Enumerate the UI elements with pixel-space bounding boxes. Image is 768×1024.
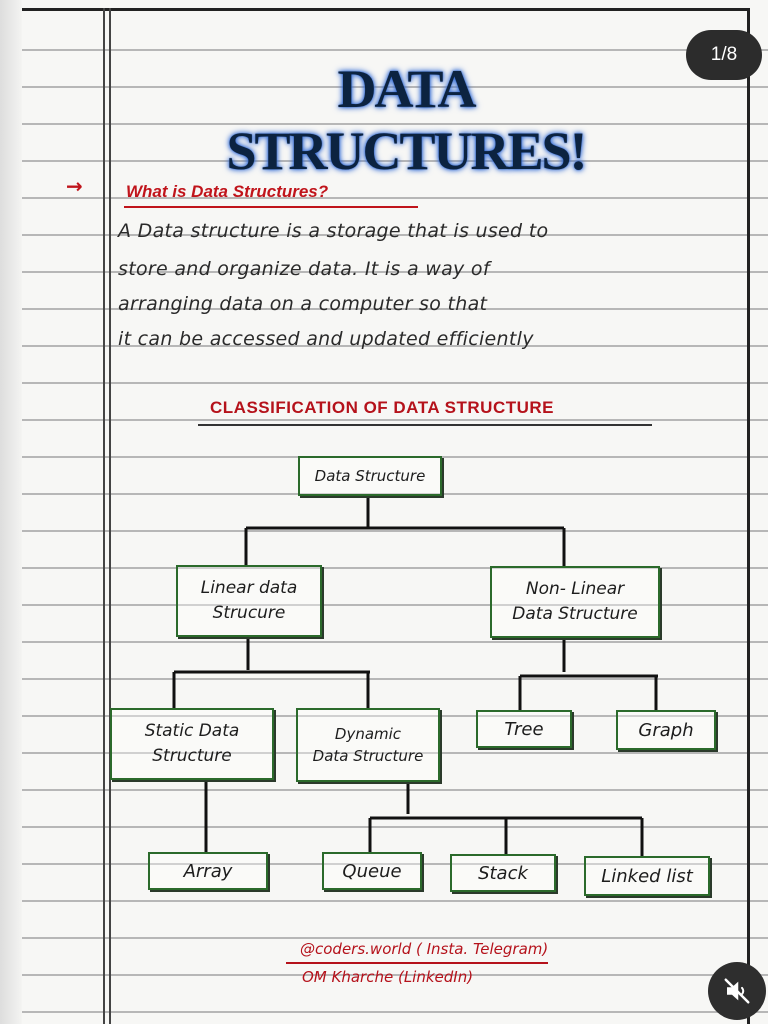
mute-button[interactable] — [708, 962, 766, 1020]
credit-underline — [286, 962, 548, 964]
speaker-muted-icon — [722, 976, 752, 1006]
node-linear-data-structure: Linear data Strucure — [176, 565, 322, 637]
question-heading: What is Data Structures? — [126, 182, 329, 201]
connector-dynamic — [370, 782, 642, 856]
node-linked-list: Linked list — [584, 856, 710, 896]
connector-nonlinear — [520, 638, 658, 710]
node-array: Array — [148, 852, 268, 890]
node-data-structure: Data Structure — [298, 456, 442, 496]
node-static-data-structure: Static Data Structure — [110, 708, 274, 780]
definition-line: it can be accessed and updated efficiently — [118, 328, 534, 350]
node-dynamic-data-structure: Dynamic Data Structure — [296, 708, 440, 782]
connector-linear — [174, 637, 370, 708]
definition-line: arranging data on a computer so that — [118, 293, 488, 315]
definition-line: store and organize data. It is a way of — [118, 258, 490, 280]
node-graph: Graph — [616, 710, 716, 750]
node-non-linear-data-structure: Non- Linear Data Structure — [490, 566, 660, 638]
credit-author: OM Kharche (LinkedIn) — [302, 968, 474, 986]
node-queue: Queue — [322, 852, 422, 890]
node-stack: Stack — [450, 854, 556, 892]
connector-root — [246, 496, 564, 566]
credit-handle: @coders.world ( Insta. Telegram) — [300, 940, 549, 958]
page-title: DATA STRUCTURES! — [226, 59, 586, 181]
classification-heading: CLASSIFICATION OF DATA STRUCTURE — [210, 398, 555, 417]
definition-line: A Data structure is a storage that is used to — [118, 220, 549, 242]
right-arrow-icon: → — [66, 174, 83, 198]
page-indicator: 1/8 — [686, 30, 762, 80]
node-tree: Tree — [476, 710, 572, 748]
